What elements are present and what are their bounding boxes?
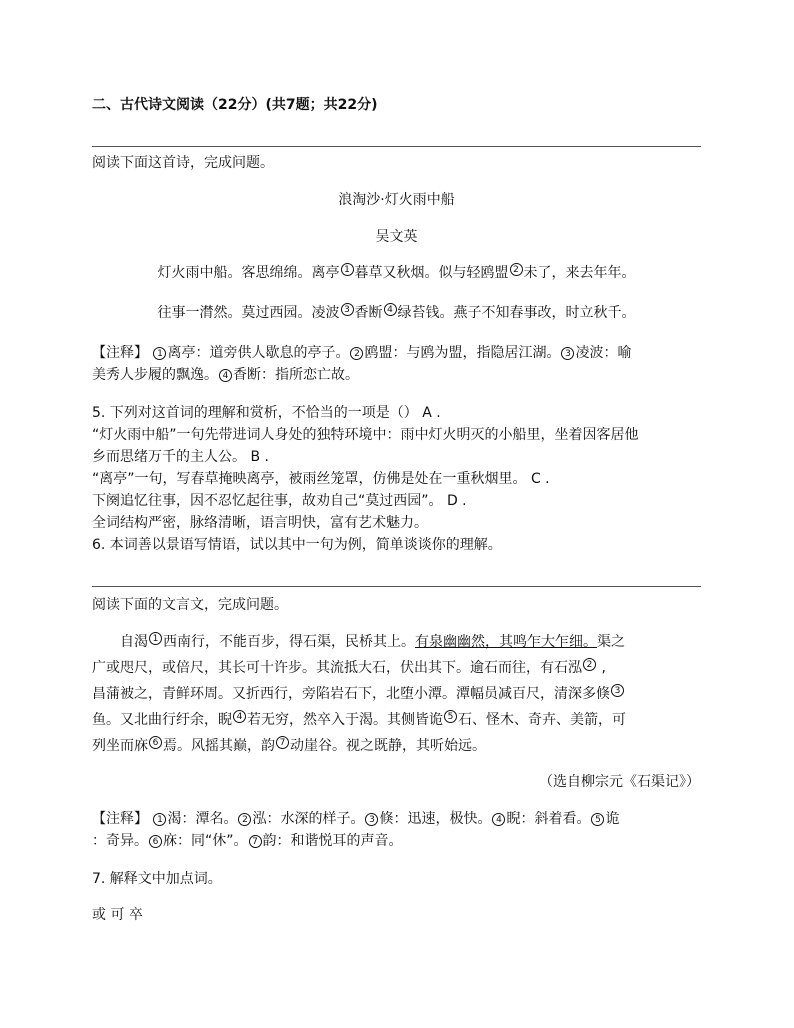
q5-option-d: 全词结构严密，脉络清晰，语言明快，富有艺术魅力。 (92, 515, 428, 531)
circled-number: 3 (341, 303, 354, 316)
poem-notes-line-1: 【注释】 1 离亭：道旁供人歇息的亭子。 2 鸥盟：与鸥为盟，指隐居江湖。 3 凌波：喻 (92, 345, 632, 361)
q5-option-c: 下阕追忆往事，因不忍忆起往事，故劝自己“莫过西园”。 D . (92, 493, 467, 509)
q5-option-a-1: “灯火雨中船”一句先带进词人身处的独特环境中：雨中灯火明灭的小船里，坐着因客居他 (92, 427, 639, 443)
section-title: 二、古代诗文阅读（22分）(共7题；共22分) (92, 97, 378, 113)
poem-notes-line-2: 美秀人步履的飘逸。 4 香断：指所恋亡故。 (92, 367, 359, 383)
prose-line-1: 自渴 1 西南行，不能百步，得石渠，民桥其上。有泉幽幽然，其鸣乍大乍细。渠之 (120, 634, 625, 650)
prose-instruction: 阅读下面的文言文，完成问题。 (92, 597, 288, 613)
q5-option-a-2: 乡而思绪万千的主人公。 B . (92, 449, 269, 465)
q7-word: 可 (110, 907, 125, 923)
prose-line-5: 列坐而庥 6 焉。风摇其巅，韵 7 动崖谷。视之既静，其听始远。 (92, 738, 486, 754)
poem-title: 浪淘沙·灯火雨中船 (338, 192, 455, 208)
q7-words (92, 904, 143, 926)
q6-stem: 6. 本词善以景语写情语，试以其中一句为例，简单谈谈你的理解。 (92, 537, 502, 553)
circled-number: 1 (341, 263, 354, 276)
prose-notes-line-2: ：奇异。 6 庥：同“休”。 7 韵：和谐悦耳的声音。 (92, 833, 403, 849)
q5-stem: 5. 下列对这首词的理解和赏析，不恰当的一项是（） A . (92, 405, 441, 421)
poem-author: 吴文英 (375, 229, 418, 245)
prose-line-3: 昌蒲被之，青鲜环周。又折西行，旁陷岩石下，北堕小潭。潭幅员减百尺，清深多倏 3 (92, 683, 625, 705)
prose-notes-line-1: 【注释】 1 渴：潭名。 2 泓：水深的样子。 3 倏：迅速，极快。 4 睨：斜着看。 5 诡 (92, 811, 620, 827)
prose-line-2: 广或咫尺，或倍尺，其长可十许步。其流抵大石，伏出其下。逾石而往，有石泓 2 , (92, 660, 606, 676)
poem-line-2: 往事一潸然。莫过西园。凌波 3 香断 4 绿苔钱。燕子不知春事改，时立秋千。 (157, 305, 636, 321)
poem-line-1: 灯火雨中船。客思绵绵。离亭 1 暮草又秋烟。似与轻鸥盟 2 未了，来去年年。 (157, 265, 636, 281)
circled-number: 4 (384, 303, 397, 316)
prose-line-4: 鱼。又北曲行纡余，睨 4 若无穷，然卒入于渴。其侧皆诡 5 石、怪木、奇卉、美箭，可 (92, 712, 626, 728)
circled-number: 2 (510, 263, 523, 276)
q7-stem: 7. 解释文中加点词。 (92, 871, 222, 887)
underlined-sentence: 有泉幽幽然，其鸣乍大乍细。 (415, 634, 597, 650)
q7-word: 卒 (128, 907, 143, 923)
q5-option-b: “离亭”一句，写春草掩映离亭，被雨丝笼罩，仿佛是处在一重秋烟里。 C . (92, 471, 550, 487)
prose-source: （选自柳宗元《石渠记》） (539, 774, 700, 790)
divider-1 (92, 146, 701, 147)
q7-word: 或 (92, 907, 106, 923)
poem-instruction: 阅读下面这首诗，完成问题。 (92, 155, 274, 171)
divider-2 (92, 586, 701, 587)
